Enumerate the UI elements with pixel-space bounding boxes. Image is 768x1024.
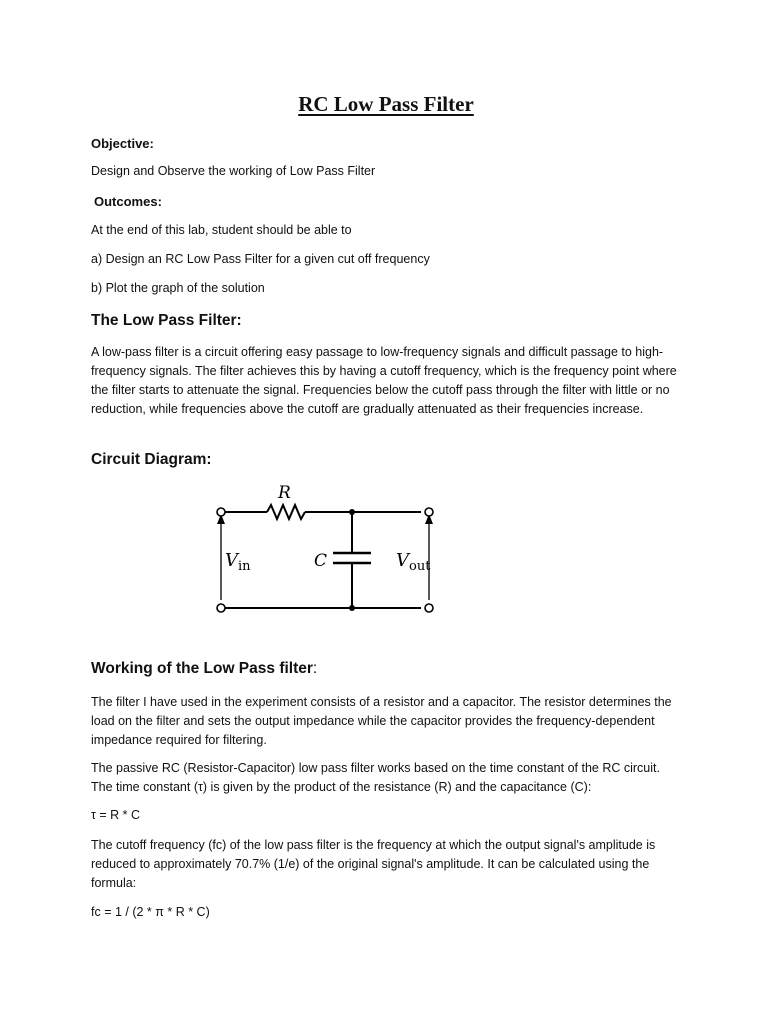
- working-heading-colon: :: [312, 660, 318, 677]
- bottom-junction-dot: [349, 605, 355, 611]
- working-paragraph-1: The filter I have used in the experiment consists of a resistor and a capacitor. The resistor determines the load on the filter and sets the output impedance while the capacitor provides the frequency-dependent impedance required for filtering.: [91, 695, 672, 747]
- low-pass-filter-paragraph: A low-pass filter is a circuit offering easy passage to low-frequency signals and difficult passage to high-frequency signals. The filter achieves this by having a cutoff frequency, which is the frequency point where the filter starts to attenuate the signal. Frequencies below the cutoff pass through the filter with little or no reduction, while frequencies above the cutoff are gradually attenuated as their frequencies increase.: [91, 345, 677, 416]
- vout-subscript: out: [409, 559, 431, 574]
- input-terminal-bottom: [217, 604, 225, 612]
- page-title: RC Low Pass Filter: [298, 92, 474, 116]
- capacitor-label: C: [314, 551, 328, 571]
- low-pass-filter-heading: The Low Pass Filter:: [91, 312, 242, 329]
- output-terminal-top: [425, 508, 433, 516]
- outcome-item-b: b) Plot the graph of the solution: [91, 281, 265, 295]
- resistor-symbol: [267, 505, 305, 519]
- vin-main: V: [225, 550, 238, 571]
- vout-main: V: [396, 550, 409, 571]
- resistor-label: R: [278, 483, 291, 503]
- outcomes-label: Outcomes:: [94, 194, 162, 209]
- rc-circuit-diagram: [211, 478, 451, 620]
- circuit-diagram-heading: Circuit Diagram:: [91, 451, 212, 468]
- working-paragraph-2: The passive RC (Resistor-Capacitor) low pass filter works based on the time constant of the RC circuit. The time constant (τ) is given by the product of the resistance (R) and the capacitance (C):: [91, 761, 660, 794]
- time-constant-formula: τ = R * C: [91, 808, 141, 822]
- cutoff-frequency-formula: fc = 1 / (2 * π * R * C): [91, 905, 210, 919]
- working-paragraph-3: The cutoff frequency (fc) of the low pass filter is the frequency at which the output signal's amplitude is reduced to approximately 70.7% (1/e) of the original signal's amplitude. It can be calculated using the formula:: [91, 838, 656, 890]
- input-terminal-top: [217, 508, 225, 516]
- working-heading-text: Working of the Low Pass filter: [91, 660, 313, 677]
- vin-subscript: in: [238, 559, 251, 574]
- outcomes-intro: At the end of this lab, student should be able to: [91, 223, 352, 237]
- vin-label: [225, 550, 251, 574]
- objective-label: Objective:: [91, 136, 154, 151]
- vout-label: [396, 550, 431, 574]
- top-junction-dot: [349, 509, 355, 515]
- working-heading: [91, 660, 317, 678]
- output-terminal-bottom: [425, 604, 433, 612]
- outcome-item-a: a) Design an RC Low Pass Filter for a given cut off frequency: [91, 252, 430, 266]
- objective-text: Design and Observe the working of Low Pass Filter: [91, 164, 376, 178]
